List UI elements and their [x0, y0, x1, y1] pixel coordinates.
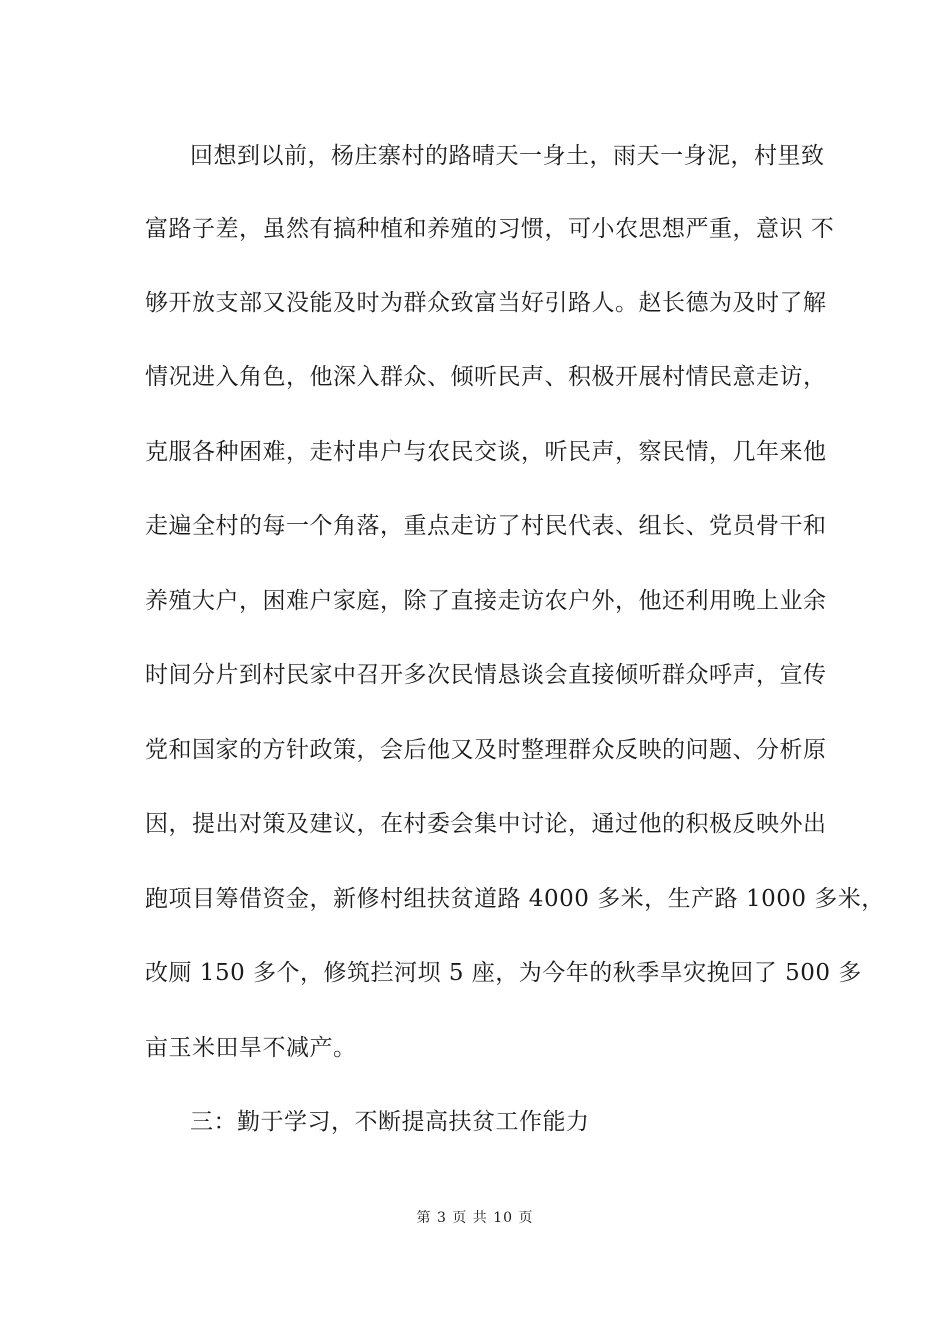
- paragraph-line-2: 富路子差，虽然有搞种植和养殖的习惯，可小农思想严重，意识 不: [145, 216, 835, 242]
- paragraph-line-8: 时间分片到村民家中召开多次民情恳谈会直接倾听群众呼声，宣传: [145, 662, 827, 688]
- paragraph-line-13: 亩玉米田旱不减产。: [145, 1035, 357, 1061]
- paragraph-line-1: 回想到以前，杨庄寨村的路晴天一身土，雨天一身泥，村里致: [190, 143, 825, 169]
- page-number-footer: 第 3 页 共 10 页: [416, 1210, 534, 1226]
- section-heading: 三：勤于学习，不断提高扶贫工作能力: [190, 1109, 590, 1135]
- paragraph-line-12: 改厕 150 多个，修筑拦河坝 5 座，为今年的秋季旱灾挽回了 500 多: [145, 960, 862, 986]
- paragraph-line-9: 党和国家的方针政策，会后他又及时整理群众反映的问题、分析原: [145, 737, 827, 763]
- paragraph-line-6: 走遍全村的每一个角落，重点走访了村民代表、组长、党员骨干和: [145, 513, 827, 539]
- paragraph-line-10: 因，提出对策及建议，在村委会集中讨论，通过他的积极反映外出: [145, 811, 827, 837]
- paragraph-line-5: 克服各种困难，走村串户与农民交谈，听民声，察民情，几年来他: [145, 439, 827, 465]
- paragraph-line-7: 养殖大户，困难户家庭，除了直接走访农户外，他还利用晚上业余: [145, 588, 827, 614]
- paragraph-line-11: 跑项目筹借资金，新修村组扶贫道路 4000 多米，生产路 1000 多米，: [145, 886, 885, 912]
- paragraph-line-3: 够开放支部又没能及时为群众致富当好引路人。赵长德为及时了解: [145, 290, 827, 316]
- paragraph-line-4: 情况进入角色，他深入群众、倾听民声、积极开展村情民意走访，: [145, 364, 827, 390]
